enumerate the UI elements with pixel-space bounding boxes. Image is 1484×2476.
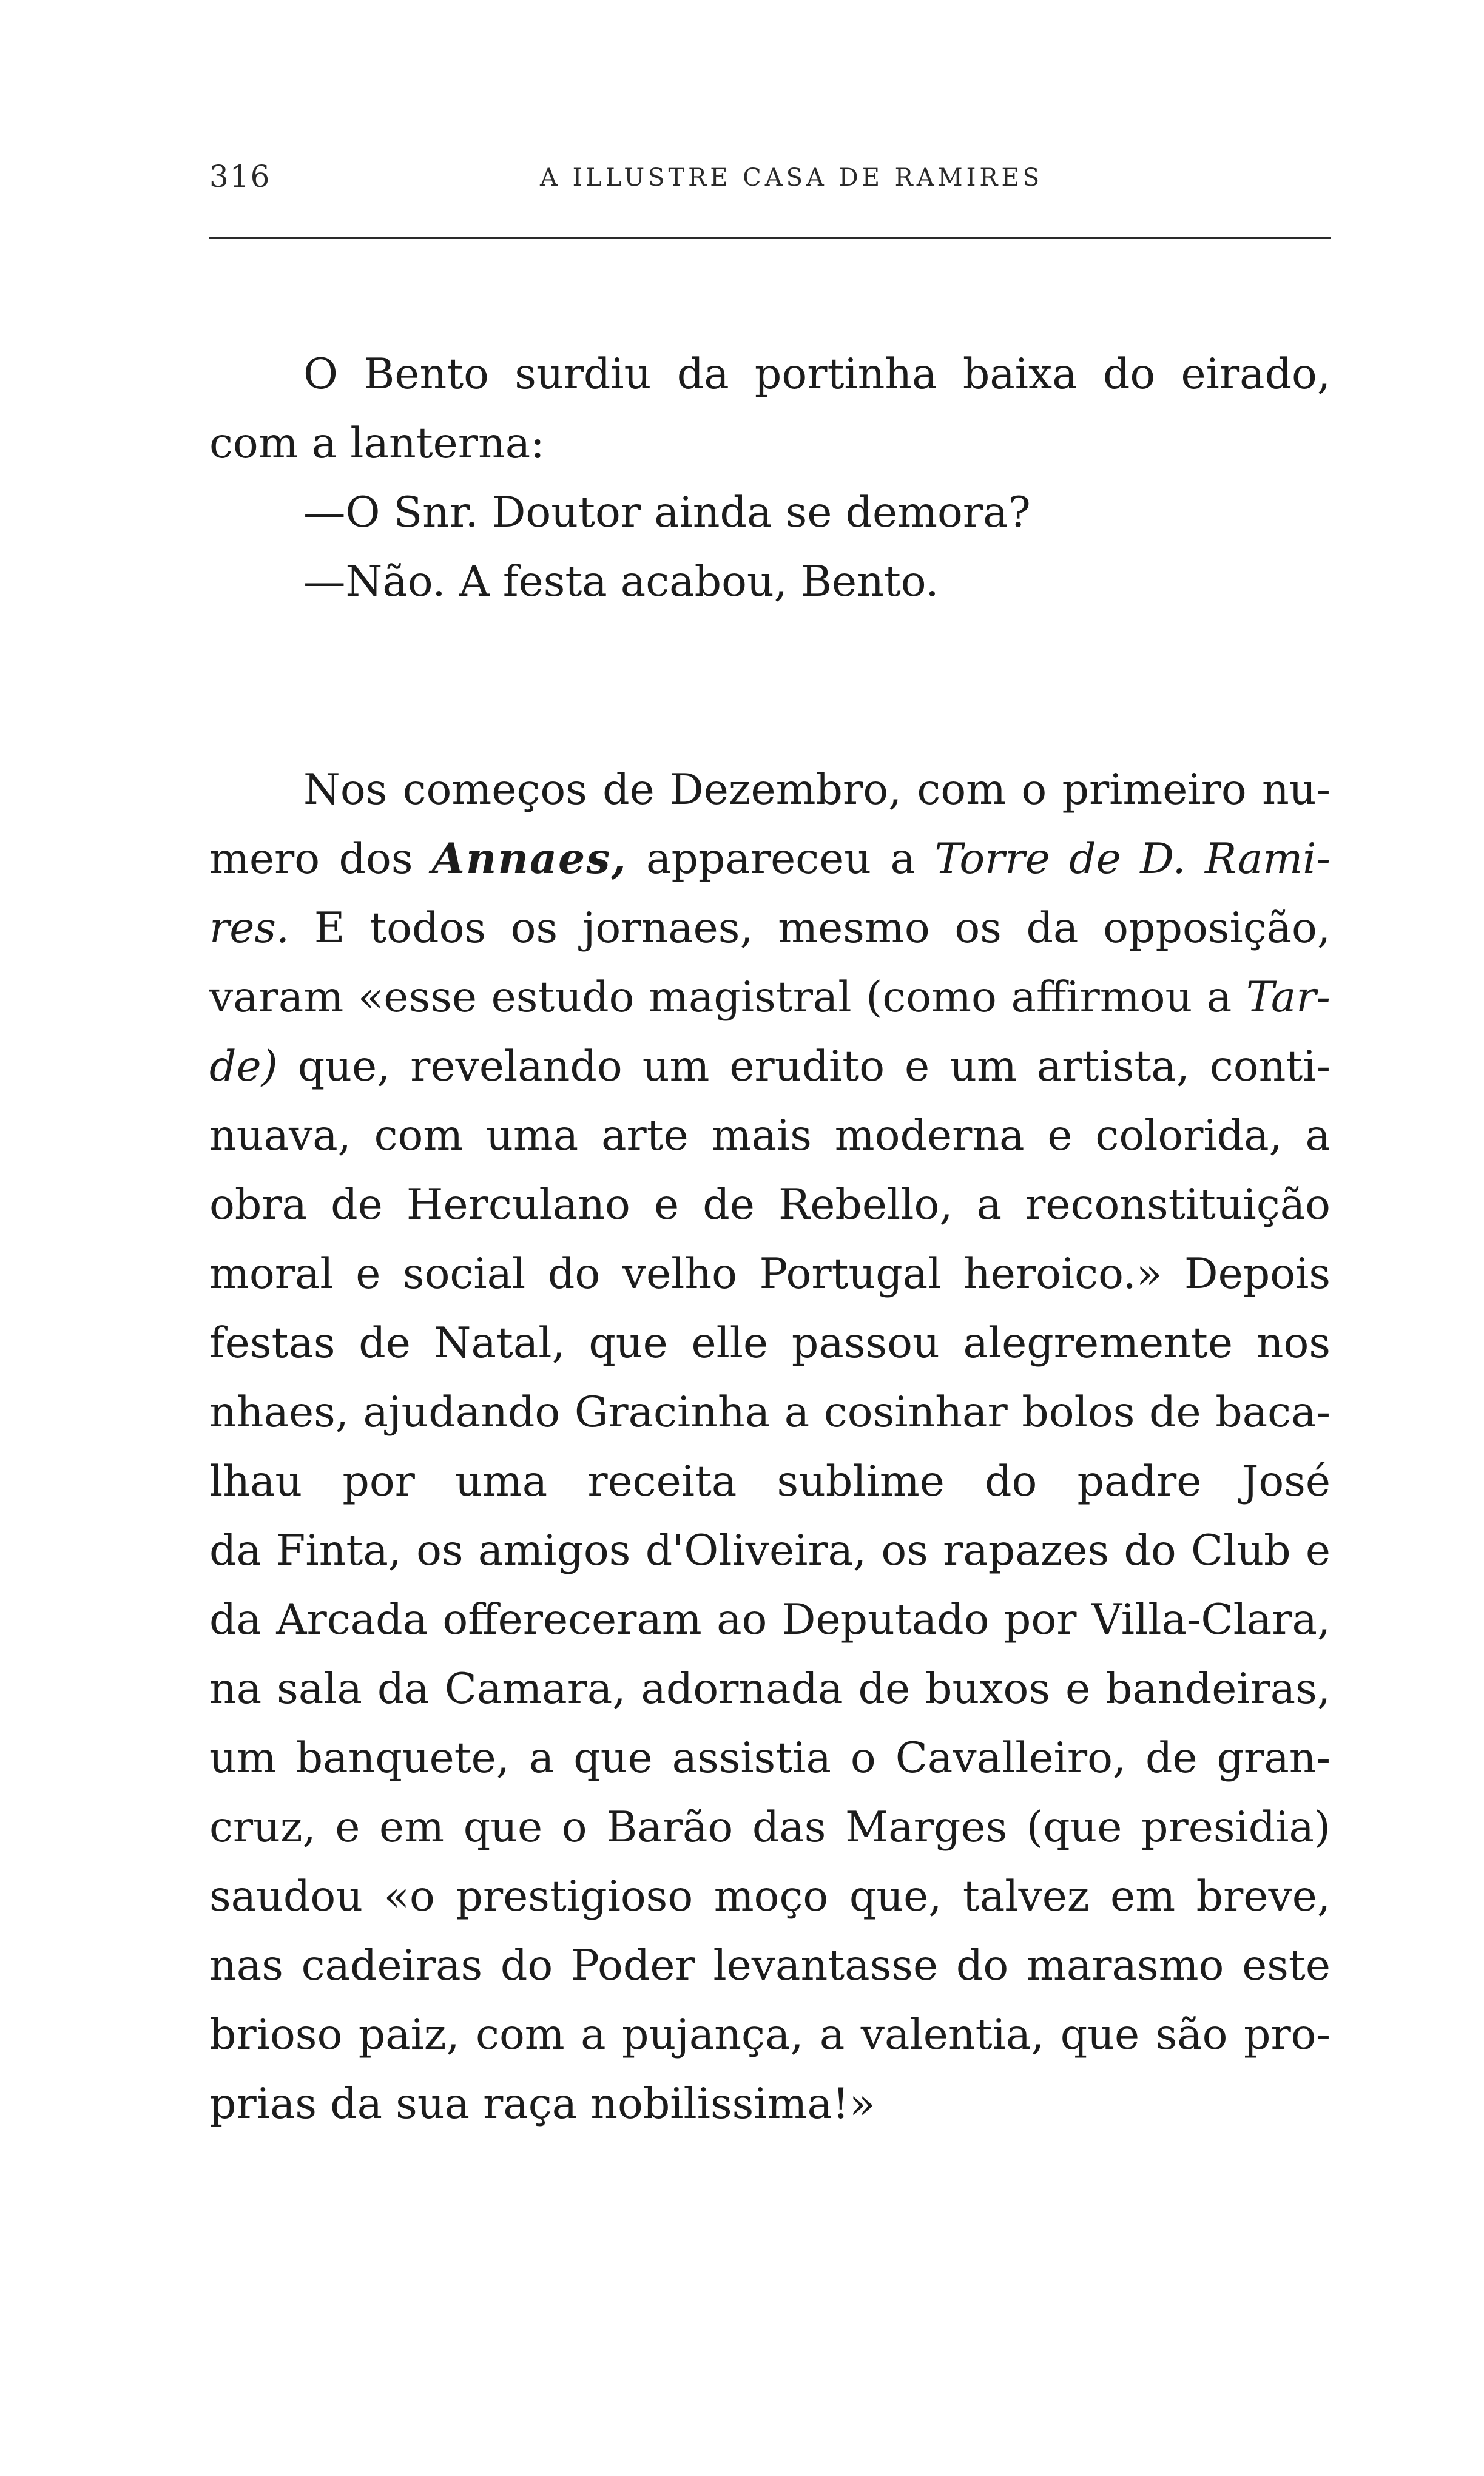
text-line: O Bento surdiu da portinha baixa do eirado, (303, 349, 1331, 399)
text-run: E todos os jornaes, mesmo os da opposição, (314, 903, 1331, 953)
text-line: festas de Natal, que elle passou alegremente nos (209, 1318, 1331, 1368)
running-head: A ILLUSTRE CASA DE RAMIRES (540, 164, 1044, 192)
text-line: lhau por uma receita sublime do padre José (209, 1457, 1331, 1506)
text-line: da Finta, os amigos d'Oliveira, os rapazes do Club e (209, 1526, 1331, 1575)
italic-title-tarde-end: de) (209, 1042, 278, 1091)
text-line: nuava, com uma arte mais moderna e colorida, a (209, 1111, 1331, 1160)
text-run: varam «esse estudo magistral (como affirmou a (209, 973, 1246, 1022)
text-line: moral e social do velho Portugal heroico.» Depois (209, 1249, 1331, 1298)
italic-title-torre-end: res. (209, 903, 290, 953)
italic-title-torre: Torre de D. Rami- (934, 834, 1331, 883)
text-run: appareceu a (627, 834, 935, 883)
text-line (209, 825, 1331, 894)
text-line: Nos começos de Dezembro, com o primeiro nu- (303, 765, 1331, 814)
text-run: que, revelando um erudito e um artista, conti- (277, 1042, 1331, 1091)
text-line: da Arcada offereceram ao Deputado por Villa-Clara, (209, 1595, 1331, 1644)
text-line: brioso paiz, com a pujança, a valentia, que são pro- (209, 2010, 1331, 2059)
text-line: —Não. A festa acabou, Bento. (303, 557, 939, 606)
text-line (209, 963, 1331, 1032)
text-line: saudou «o prestigioso moço que, talvez em breve, (209, 1872, 1331, 1921)
header-rule (209, 237, 1331, 239)
text-line (209, 894, 1331, 963)
text-line: obra de Herculano e de Rebello, a reconstituição (209, 1180, 1331, 1229)
text-line: —O Snr. Doutor ainda se demora? (303, 488, 1031, 537)
italic-title-tarde: Tar- (1246, 973, 1331, 1022)
dialogue-block (209, 340, 1331, 616)
text-line: na sala da Camara, adornada de buxos e bandeiras, (209, 1664, 1331, 1713)
text-line: prias da sua raça nobilissima!» (209, 2079, 875, 2128)
page-number: 316 (209, 159, 271, 194)
text-run: mero dos (209, 834, 432, 883)
text-line (209, 1032, 1331, 1101)
text-line: nhaes, ajudando Gracinha a cosinhar bolos de baca- (209, 1388, 1331, 1437)
page-header (209, 159, 1331, 207)
text-line: com a lanterna: (209, 419, 545, 468)
text-line: um banquete, a que assistia o Cavalleiro, de gran- (209, 1733, 1331, 1783)
body-paragraph (209, 755, 1331, 2139)
italic-title-annaes: Annaes, (432, 834, 627, 883)
text-line: cruz, e em que o Barão das Marges (que presidia) (209, 1803, 1331, 1852)
text-line: nas cadeiras do Poder levantasse do marasmo este (209, 1941, 1331, 1990)
